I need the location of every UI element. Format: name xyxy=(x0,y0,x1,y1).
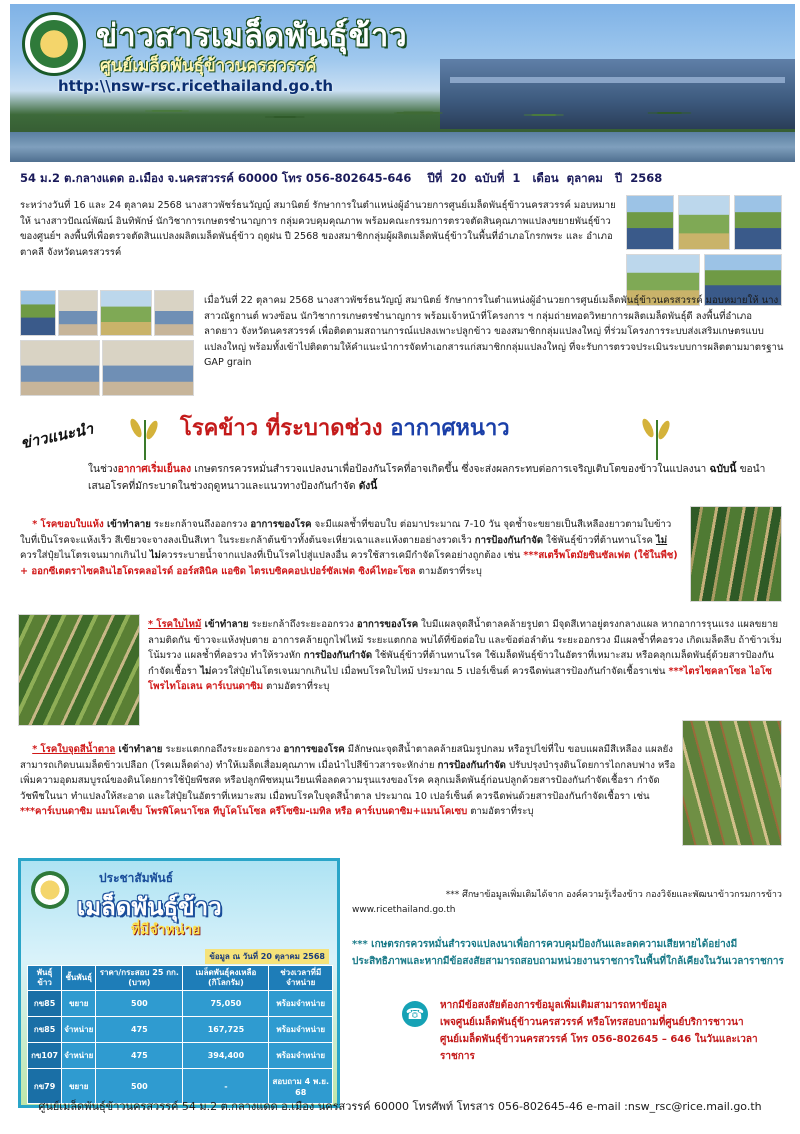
d1-prevention-label: การป้องกันกำจัด xyxy=(474,534,544,546)
poster-title: ประชาสัมพันธ์ xyxy=(99,871,174,885)
col-price: ราคา/กระสอบ 25 กก. (บาท) xyxy=(96,966,183,991)
header-banner xyxy=(10,4,795,162)
pyear-value: 2568 xyxy=(630,171,663,185)
col-available: ช่วงเวลาที่มีจำหน่าย xyxy=(269,966,333,991)
disease-heading-red: โรคข้าว ที่ระบาดช่วง xyxy=(180,416,383,441)
news2-photo-1 xyxy=(20,290,56,336)
d2-part-d: ควรใส่ปุ๋ยไนโตรเจนมากเกินไป เมื่อพบโรคใบไหม้ ประมาณ 5 เปอร์เซ็นต์ ควรฉีดพ่นสารป้องกันกำจัดเชื้อราเช่น xyxy=(211,665,669,677)
news1-photo-1 xyxy=(626,195,674,250)
news2-photo-2 xyxy=(58,290,98,336)
footer-address: ศูนย์เมล็ดพันธุ์ข้าวนครสวรรค์ 54 ม.2 ต.กลางแดด อ.เมือง นครสวรรค์ 60000 โทรศัพท์ โทรสาร 056-802645-46 e-mail :nsw_rsc@rice.mail.go.th xyxy=(38,1100,762,1113)
disease-heading-blue: อากาศหนาว xyxy=(390,416,510,441)
cell-available: พร้อมจำหน่าย xyxy=(269,1017,333,1043)
d2-part-a: ระยะกล้าถึงระยะออกรวง xyxy=(248,619,357,630)
disease-intro xyxy=(88,461,782,495)
phone-icon: ☎ xyxy=(402,1001,428,1027)
news-item-2: เมื่อวันที่ 22 ตุลาคม 2568 นางสาวพัชร์ธนวัญญ์ สมานิตย์ รักษาการในตำแหน่งผู้อำนวยการศูนย์เมล็ดพันธุ์ข้าวนครสวรรค์ มอบหมายให้ นางสาวณัฐกานต์ พวงซ้อน นักวิชาการเกษตรชำนาญการ พร้อมเจ้าหน้าที่โครงการ ฯ กลุ่มถ่ายทอดวิทยาการผลิตเมล็ดพันธุ์ดี ลงพื้นที่อำเภอลาดยาว จังหวัดนครสวรรค์ เพื่อติดตามสถานการณ์แปลงเพาะปลูกข้าว ของสมาชิกกลุ่มแปลงใหญ่ ที่ร่วมโครงการระบบส่งเสริมเกษตรแบบแปลงใหญ่ พร้อมทั้งเข้าไปติดตามให้คำแนะนำการจัดทำเอกสารแก่สมาชิกกลุ่มแปลงใหญ่ ที่จะรับการตรวจประเมินระบบการผลิตตามมาตรฐาน GAP grain xyxy=(204,295,784,368)
cell-available: พร้อมจำหน่าย xyxy=(269,1043,333,1069)
source-note: *** ศึกษาข้อมูลเพิ่มเติมได้จาก องค์ความรู้เรื่องข้าว กองวิจัยและพัฒนาข้าวกรมการข้าว xyxy=(445,890,782,900)
news-item-1: ระหว่างวันที่ 16 และ 24 ตุลาคม 2568 นางสาวพัชร์ธนวัญญ์ สมานิตย์ รักษาการในตำแหน่งผู้อำนวยการศูนย์เมล็ดพันธุ์ข้าวนครสวรรค์ มอบหมายให้ นางสาวปัณณ์พัฒน์ อินทิพักษ์ นักวิชาการเกษตรชำนาญการ กลุ่มควบคุมคุณภาพ พร้อมคณะกรรมการตรวจตัดสินคุณภาพแปลงขยายพันธุ์ข้าวของศูนย์ฯ ลงพื้นที่เพื่อตรวจตัดสินแปลงผลิตเมล็ดพันธุ์ข้าว ฤดูฝน ปี 2568 ของสมาชิกกลุ่มผู้ผลิตเมล็ดพันธุ์ข้าวในพื้นที่อำเภอโกรกพระ และ อำเภอตาคลี จังหวัดนครสวรรค์ xyxy=(20,200,616,258)
col-remaining: เมล็ดพันธุ์คงเหลือ (กิโลกรัม) xyxy=(183,966,269,991)
d1-part-b: จะมีแผลช้ำที่ขอบใบ ต่อมาประมาณ 7-10 วัน จุดช้ำจะขยายเป็นสีเหลืองยาวตามใบข้าว ใบที่เป็นโรคจะแห้งเร็ว สีเขียวจะจางลงเป็นสีเทา ในระยะกล้าต้นข้าวทั้งต้นจะเหี่ยวเฉาและแห้งตายอย่างรวดเร็ว xyxy=(20,519,672,546)
d2-symptom-label: อาการของโรค xyxy=(356,619,419,630)
d3-name: * โรคใบจุดสีน้ำตาล xyxy=(32,744,116,755)
news2-photo-6 xyxy=(102,340,194,396)
seed-price-table xyxy=(27,965,333,1104)
brown-spot-photo xyxy=(682,720,782,846)
seal-icon xyxy=(30,20,78,68)
issue-info-bar xyxy=(20,170,780,188)
d3-lead: เข้าทำลาย xyxy=(115,744,163,755)
address-text: 54 ม.2 ต.กลางแดด อ.เมือง จ.นครสวรรค์ 60000 โทร 056-802645-646 xyxy=(20,171,412,185)
poster-logo-icon xyxy=(31,871,69,909)
d3-part-f: ตามอัตราที่ระบุ xyxy=(467,806,534,817)
col-class: ชั้นพันธุ์ xyxy=(62,966,96,991)
d1-not-2: ไม่ xyxy=(149,550,161,561)
month-label: เดือน xyxy=(532,171,559,185)
contact-line-1: หากมีข้อสงสัยต้องการข้อมูลเพิ่มเติมสามารถหาข้อมูล xyxy=(440,1000,667,1011)
intro-highlight: อากาศเริ่มเย็นลง xyxy=(117,464,192,475)
cell-remaining: 167,725 xyxy=(183,1017,269,1043)
contact-line-3: ศูนย์เมล็ดพันธุ์ข้าวนครสวรรค์ โทร 056-802645 – 646 ในวันและเวลาราชการ xyxy=(440,1034,758,1062)
cell-class: จำหน่าย xyxy=(62,1017,96,1043)
cell-class: ขยาย xyxy=(62,1069,96,1104)
cell-price: 500 xyxy=(96,1069,183,1104)
table-row xyxy=(28,1017,333,1043)
d2-chemicals: ***ไตรไซคลาโซล ไอโซโพรไทโอเลน คาร์เบนดาซิม xyxy=(148,665,772,692)
seed-price-poster xyxy=(18,858,340,1108)
cell-remaining: 75,050 xyxy=(183,991,269,1017)
leaf-blight-photo xyxy=(690,506,782,602)
contact-line-2: เพจศูนย์เมล็ดพันธุ์ข้าวนครสวรรค์ หรือโทรสอบถามที่ศูนย์บริการชาวนา xyxy=(440,1017,744,1028)
cell-remaining: 394,400 xyxy=(183,1043,269,1069)
newsletter-title: ข่าวสารเมล็ดพันธุ์ข้าว xyxy=(96,18,408,54)
cell-class: จำหน่าย xyxy=(62,1043,96,1069)
center-name: ศูนย์เมล็ดพันธุ์ข้าวนครสวรรค์ xyxy=(100,56,317,76)
issue-number: 1 xyxy=(512,171,521,185)
rice-department-logo xyxy=(22,12,86,76)
d2-not-1: ไม่ xyxy=(200,665,212,677)
news2-photo-5 xyxy=(20,340,100,396)
cell-variety: กข85 xyxy=(28,1017,62,1043)
table-row xyxy=(28,991,333,1017)
d1-part-c: ใช้พันธุ์ข้าวที่ต้านทานโรค xyxy=(543,534,656,546)
d2-prevention-label: การป้องกันกำจัด xyxy=(303,650,373,661)
d1-lead: เข้าทำลาย xyxy=(103,519,151,530)
farmer-advice: *** เกษตรกรควรหมั่นสำรวจแปลงนาเพื่อการควบคุมป้องกันและลดความเสียหายได้อย่างมีประสิทธิภาพและหากมีข้อสงสัยสามารถสอบถามหน่วยงานราชการในพื้นที่ใกล้เคียงในวันเวลาราชการ xyxy=(352,939,784,967)
d1-part-f: ตามอัตราที่ระบุ xyxy=(415,565,482,577)
poster-date: ข้อมูล ณ วันที่ 20 ตุลาคม 2568 xyxy=(205,949,329,964)
d1-part-e: ควรระบายน้ำจากแปลงที่เป็นโรคไปสู่แปลงอื่น ควรใช้สารเคมีกำจัดโรคอย่างถูกต้อง เช่น xyxy=(160,550,524,561)
d3-part-a: ระยะแตกกอถึงระยะออกรวง xyxy=(162,744,284,755)
disease-rice-blast xyxy=(148,617,784,695)
website-link[interactable]: http:\\nsw-rsc.ricethailand.go.th xyxy=(58,77,334,95)
d1-part-a: ระยะกล้าจนถึงออกรวง xyxy=(150,519,251,530)
cell-price: 475 xyxy=(96,1017,183,1043)
news1-photo-2 xyxy=(678,195,730,250)
intro-part-a: ในช่วง xyxy=(88,464,118,475)
d1-chemicals: ***สเตร็พโตมัยซินซัลเฟต (ใช้ในพืช) + ออกซีเตตราไซคลินไฮโดรคลอไรด์ ออร์สลินิค แอซิด ไตรเบซิคคอปเปอร์ซัลเฟต ซิงค์ไทอะโซล xyxy=(20,550,678,577)
poster-main-title: เมล็ดพันธุ์ข้าว xyxy=(77,893,222,921)
d3-part-c: ปรับปรุงบำรุงดินโดยการไถกลบฟาง หรือเพิ่มความอุดมสมบูรณ์ของดินโดยการใช้ปุ๋ยพืชสด หรือปลูกพืชหมุนเวียนเพื่อลดความรุนแรงของโรค คลุกเมล็ดพันธุ์ก่อนปลูกด้วยสารป้องกันกำจัดเชื้อรา กำจัดวัชพืชในนา ทำแปลงให้สะอาด และใส่ปุ๋ยในอัตราที่เหมาะสม เมื่อพบโรคใบจุดสีน้ำตาล ประมาณ 10 เปอร์เซ็นต์ ควรฉีดพ่นด้วยสารป้องกันกำจัดเชื้อรา เช่น xyxy=(20,759,676,802)
cell-available: พร้อมจำหน่าย xyxy=(269,991,333,1017)
cell-available: สอบถาม 4 พ.ย. 68 xyxy=(269,1069,333,1104)
month-value: ตุลาคม xyxy=(566,171,603,185)
source-url[interactable]: www.ricethailand.go.th xyxy=(352,905,456,915)
d1-part-d: ควรใส่ปุ๋ยไนโตรเจนมากเกินไป xyxy=(20,550,150,561)
disease-heading xyxy=(180,410,510,445)
d1-symptom-label: อาการของโรค xyxy=(250,519,312,530)
d2-part-f: ตามอัตราที่ระบุ xyxy=(263,681,330,692)
cell-variety: กข79 xyxy=(28,1069,62,1104)
table-row xyxy=(28,1043,333,1069)
d2-part-c: ใช้พันธุ์ข้าวที่ต้านทานโรค ใช้เมล็ดพันธุ์ข้าวในอัตราที่เหมาะสม หรือคลุกเมล็ดพันธุ์ด้วยสารป้องกันกำจัดเชื้อรา xyxy=(148,650,775,677)
cell-remaining: - xyxy=(183,1069,269,1104)
disease-bacterial-leaf-blight xyxy=(20,517,682,579)
d2-part-b: ใบมีแผลจุดสีน้ำตาลคล้ายรูปตา มีจุดสีเทาอยู่ตรงกลางแผล หากอาการรุนแรง แผลขยายลามติดกัน ข้าวจะแห้งฟุบตาย อาการคล้ายถูกไฟไหม้ ระยะแตกกอ พบได้ที่ข้อต่อใบ และข้อต่อลำต้น ระยะออกรวง มีแผลช้ำที่คอรวง เกิดเมล็ดลีบ ถ้าข้าวเริ่มโน้มรวง แผลช้ำที่คอรวง ทำให้รวงหัก xyxy=(148,619,782,661)
rice-blast-photo xyxy=(18,614,140,726)
cell-price: 500 xyxy=(96,991,183,1017)
pyear-label: ปี xyxy=(614,171,623,185)
d2-name: * โรคใบไหม้ xyxy=(148,619,202,630)
news2-photo-3 xyxy=(100,290,152,336)
cell-variety: กข107 xyxy=(28,1043,62,1069)
d3-chemicals: ***คาร์เบนดาซิม แมนโคเซ็บ โพรพิโคนาโซล ทีบูโคโนโซล ครีโซซิม-เมทิล หรือ คาร์เบนดาซิม+แมนโคเซบ xyxy=(20,806,468,817)
rice-grain-icon-left xyxy=(128,418,162,460)
pond-reflection xyxy=(10,132,795,162)
issue-label: ฉบับที่ xyxy=(474,171,505,185)
year-number: 20 xyxy=(450,171,467,185)
cell-class: ขยาย xyxy=(62,991,96,1017)
poster-subtitle: ที่มีจำหน่าย xyxy=(131,922,201,938)
rice-grain-icon-right xyxy=(640,418,674,460)
intro-bold-2: ดังนี้ xyxy=(358,481,378,492)
year-label: ปีที่ xyxy=(427,171,443,185)
intro-part-b: เกษตรกรควรหมั่นสำรวจแปลงนาเพื่อป้องกันโรคที่อาจเกิดขึ้น ซึ่งจะส่งผลกระทบต่อการเจริญเติบโตของข้าวในแปลงนา xyxy=(191,464,710,475)
intro-part-c: ขอนำเสนอโรคที่มักระบาดในช่วงฤดูหนาวและแนวทางป้องกันกำจัด xyxy=(88,464,766,492)
disease-brown-spot xyxy=(20,742,678,820)
table-header-row xyxy=(28,966,333,991)
d1-name: * โรคขอบใบแห้ง xyxy=(32,519,104,530)
d3-prevention-label: การป้องกันกำจัด xyxy=(437,759,506,771)
intro-bold: ฉบับนี้ xyxy=(709,464,737,475)
news2-photo-4 xyxy=(154,290,194,336)
d3-part-b: มีลักษณะจุดสีน้ำตาลคล้ายสนิมรูปกลม หรือรูปไข่ที่ใบ ขอบแผลมีสีเหลือง แผลยังสามารถเกิดบนเมล็ดข้าวเปลือก (โรคเมล็ดด่าง) ทำให้เมล็ดเสื่อมคุณภาพ เมื่อนำไปสีข้าวสารจะหักง่าย xyxy=(20,744,673,771)
col-variety: พันธุ์ข้าว xyxy=(28,966,62,991)
news1-photo-3 xyxy=(734,195,782,250)
cell-price: 475 xyxy=(96,1043,183,1069)
d1-not-1: ไม่ xyxy=(655,534,668,546)
d2-lead: เข้าทำลาย xyxy=(201,619,249,630)
cell-variety: กข85 xyxy=(28,991,62,1017)
d3-symptom-label: อาการของโรค xyxy=(283,744,345,755)
recommended-news-tag: ข่าวแนะนำ xyxy=(18,419,95,453)
contact-block xyxy=(440,997,760,1065)
